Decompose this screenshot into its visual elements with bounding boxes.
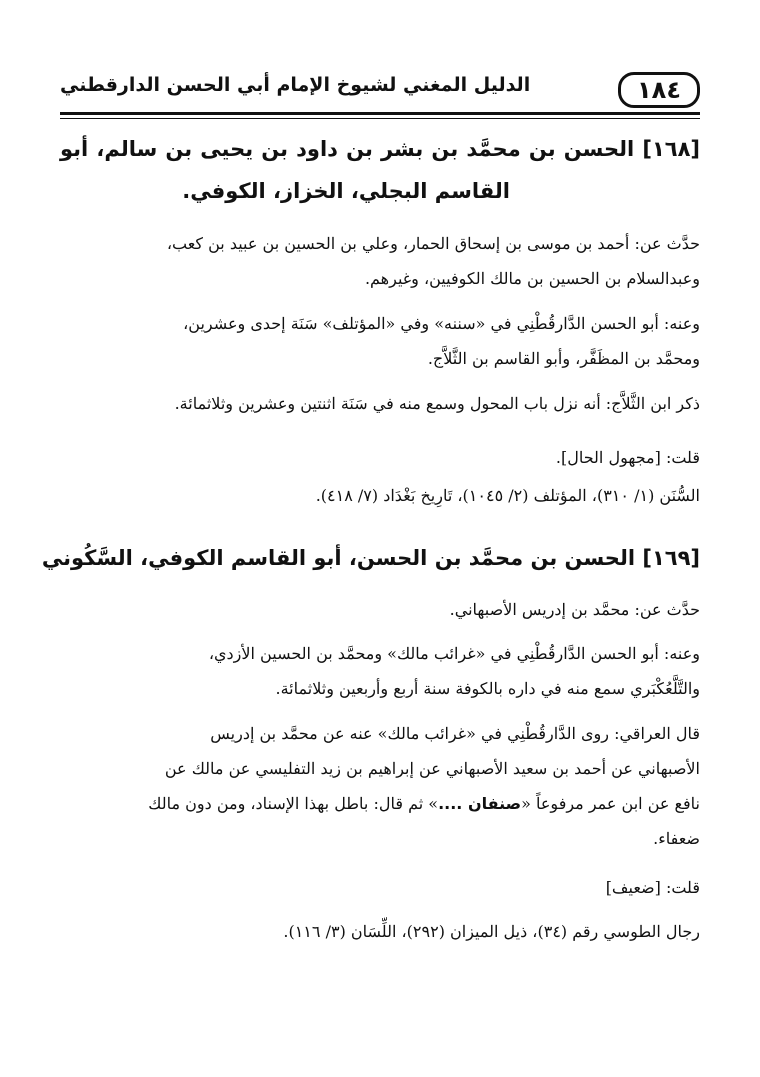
entry-168-teachers-line-1: حدَّث عن: أحمد بن موسى بن إسحاق الحمار، وعلي بن الحسين بن عبيد بن كعب، xyxy=(166,234,700,253)
entry-169-iraqi-line-3 xyxy=(60,786,700,821)
entry-168-sources-text: السُّنَن (١/ ٣١٠)، المؤتلف (٢/ ١٠٤٥)، تَارِيخ بَغْدَاد (٧/ ٤١٨). xyxy=(315,486,700,505)
page-number: ١٨٤ xyxy=(618,72,700,108)
entry-169-title-line: [١٦٩] الحسن بن محمَّد بن الحسن، أبو القاسم الكوفي، السَّكُوني xyxy=(41,546,700,570)
entry-169-sources xyxy=(60,914,700,949)
page-header xyxy=(60,72,700,116)
iraqi-line-3-part-1: نافع عن ابن عمر مرفوعاً « xyxy=(521,794,700,813)
hadith-quote: صنفان .... xyxy=(438,794,522,813)
entry-168-title-line-2: القاسم البجلي، الخزاز، الكوفي. xyxy=(182,179,510,203)
entry-169-iraqi xyxy=(60,716,700,856)
header-rule xyxy=(60,112,700,115)
entry-168-students-line-2: ومحمَّد بن المظَفَّر، وأبو القاسم بن الثَّلاَّج. xyxy=(427,349,700,368)
entry-168-sources xyxy=(60,478,700,513)
entry-169-students xyxy=(60,636,700,706)
entry-169-students-line-1: وعنه: أبو الحسن الدَّارقُطْنِي في «غرائب مالك» ومحمَّد بن الحسين الأزدي، xyxy=(208,644,700,663)
entry-169-iraqi-line-2: الأصبهاني عن أحمد بن سعيد الأصبهاني عن إبراهيم بن زيد التفليسي عن مالك عن xyxy=(164,759,700,778)
entry-168-title xyxy=(60,128,700,212)
entry-169-iraqi-line-4: ضعفاء. xyxy=(653,829,700,848)
running-title: الدليل المغني لشيوخ الإمام أبي الحسن الدارقطني xyxy=(60,74,531,96)
entry-168-students-line-1: وعنه: أبو الحسن الدَّارقُطْنِي في «سننه» وفي «المؤتلف» سَنَة إحدى وعشرين، xyxy=(183,314,700,333)
entry-168-teachers xyxy=(60,226,700,296)
entry-169-sources-text: رجال الطوسي رقم (٣٤)، ذيل الميزان (٢٩٢)، اللِّسَان (٣/ ١١٦). xyxy=(283,922,700,941)
entry-168-verdict xyxy=(60,440,700,475)
entry-169-teachers-text: حدَّث عن: محمَّد بن إدريس الأصبهاني. xyxy=(449,600,700,619)
entry-168-note xyxy=(60,386,700,421)
entry-168-note-text: ذكر ابن الثَّلاَّج: أنه نزل باب المحول وسمع منه في سَنَة اثنتين وعشرين وثلاثمائة. xyxy=(174,394,700,413)
entry-169-iraqi-line-1: قال العراقي: روى الدَّارقُطْنِي في «غرائب مالك» عنه عن محمَّد بن إدريس xyxy=(210,724,700,743)
entry-169-title xyxy=(41,537,700,579)
entry-168-teachers-line-2: وعبدالسلام بن الحسين بن مالك الكوفيين، وغيرهم. xyxy=(364,269,700,288)
header-rule-thin xyxy=(60,118,700,119)
entry-168-students xyxy=(60,306,700,376)
entry-169-students-line-2: والتَّلَّعُكْبَري سمع منه في داره بالكوفة سنة أربع وأربعين وثلاثمائة. xyxy=(275,679,700,698)
entry-169-teachers xyxy=(60,592,700,627)
iraqi-line-3-part-2: » ثم قال: باطل بهذا الإسناد، ومن دون مالك xyxy=(148,794,439,813)
entry-168-verdict-text: قلت: [مجهول الحال]. xyxy=(555,448,700,467)
entry-168-title-line-1: [١٦٨] الحسن بن محمَّد بن بشر بن داود بن يحيى بن سالم، أبو xyxy=(60,137,700,161)
entry-169-verdict-text: قلت: [ضعيف] xyxy=(605,878,700,897)
entry-169-verdict xyxy=(60,870,700,905)
